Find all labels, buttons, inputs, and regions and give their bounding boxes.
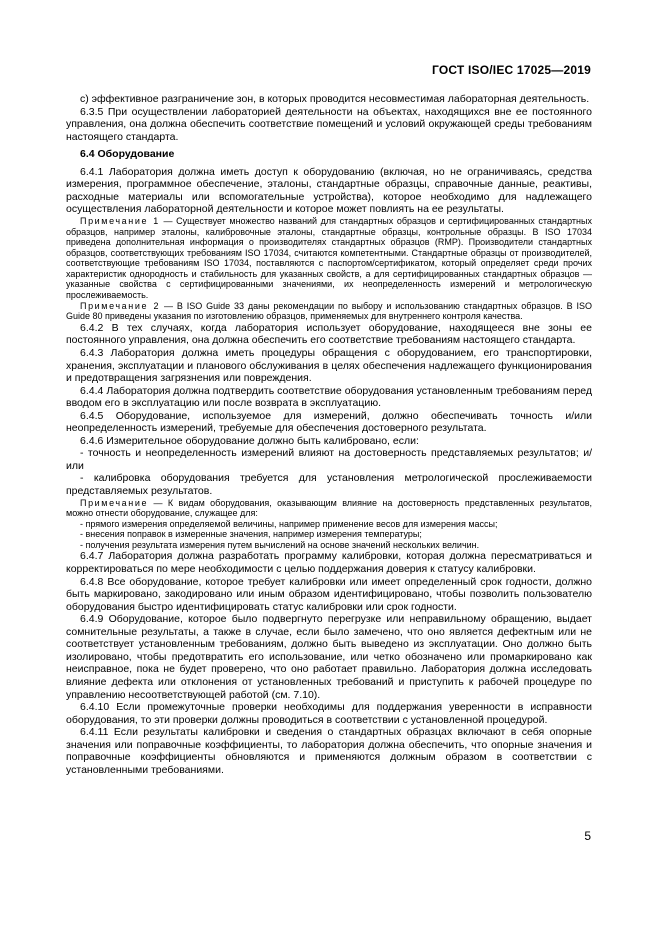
paragraph-c: c) эффективное разграничение зон, в которых проводится несовместимая лабораторная деятельность. [80, 93, 590, 105]
note-3-item: - внесения поправок в измеренные значения, например измерения температуры; [80, 529, 422, 540]
paragraph-6-4-5: 6.4.5 Оборудование, используемое для измерений, должно обеспечивать точность и/или неопределенность измерений, требуемые для обеспечения достоверного результата. [66, 409, 592, 435]
paragraph-6-4-2: 6.4.2 В тех случаях, когда лаборатория использует оборудование, находящееся вне зоны ее постоянного управления, она должна обеспечить его соответствие требованиям настоящего стандарта. [66, 321, 592, 347]
paragraph-6-4-11: 6.4.11 Если результаты калибровки и сведения о стандартных образцах включают в себя опорные значения или поправочные коэффициенты, то лаборатория должна обеспечить, что опорные значения и поправочные коэффициенты обновляются и применяются должным образом в соответствии с установленными требованиями. [66, 726, 592, 776]
paragraph-6-4-6: 6.4.6 Измерительное оборудование должно быть калибровано, если: [80, 434, 419, 447]
paragraph-6-4-6-item-b: - калибровка оборудования требуется для установления метрологической прослеживаемости представляемых результатов. [66, 472, 592, 497]
paragraph-6-4-9: 6.4.9 Оборудование, которое было подвергнуто перегрузке или неправильному обращению, выдает сомнительные результаты, а также в случае, если было замечено, что оно является дефектным или не соответствует установленным требованиям, должно быть выведено из эксплуатации. Оно должно быть изолировано, чтобы предотвратить его использование, или четко обозначено или промаркировано как неисправное, пока не будет проверено, что оно работает правильно. Лаборатория должна исследовать влияние дефекта или отклонения от установленных требований и приступить к рабочей процедуре по управлению несоответствующей работой (см. 7.10). [66, 613, 592, 701]
paragraph-6-4-10: 6.4.10 Если промежуточные проверки необходимы для поддержания уверенности в исправности оборудования, то эти проверки должны проводиться в соответствии с установленной процедурой. [66, 701, 592, 726]
note-3 [66, 498, 592, 519]
paragraph-6-4-6-item-a: - точность и неопределенность измерений влияют на достоверность представляемых результатов; и/или [66, 447, 592, 472]
note-1 [66, 216, 592, 301]
paragraph-6-4-7: 6.4.7 Лаборатория должна разработать программу калибровки, которая должна пересматриваться и корректироваться по мере необходимости с целью поддержания доверия к статусу калибровки. [66, 550, 592, 576]
document-body [66, 93, 592, 776]
paragraph-6-4-3: 6.4.3 Лаборатория должна иметь процедуры обращения с оборудованием, его транспортировки, хранения, эксплуатации и планового обслуживания в целях обеспечения надлежащего функционирования и предотвращения загрязнения или повреждения. [66, 346, 592, 385]
note-3-label: Примечание [80, 497, 149, 508]
paragraph-6-3-5: 6.3.5 При осуществлении лабораторией деятельности на объектах, находящихся вне ее постоянного управления, она должна обеспечить соответствие помещений и условий окружающей среды требованиям настоящего стандарта. [66, 105, 592, 143]
note-2-label: Примечание 2 [80, 300, 161, 311]
document-header: ГОСТ ISO/IEC 17025—2019 [431, 63, 591, 77]
note-1-label: Примечание 1 [80, 215, 160, 226]
note-2 [66, 301, 592, 322]
paragraph-6-4-1: 6.4.1 Лаборатория должна иметь доступ к оборудованию (включая, но не ограничиваясь, средства измерения, программное обеспечение, эталоны, стандартные образцы, справочные данные, реактивы, расходные материалы или вспомогательные устройства), которое необходимо для надлежащего осуществления лабораторной деятельности и которое может повлиять на ее результаты. [66, 165, 592, 216]
paragraph-6-4-4: 6.4.4 Лаборатория должна подтвердить соответствие оборудования установленным требованиям перед вводом его в эксплуатацию или после возврата в эксплуатацию. [66, 384, 592, 410]
note-1-text: — Существует множество названий для стандартных образцов и сертифицированных стандартных образцов, например эталоны, калибровочные эталоны, стандартные образцы, контрольные образцы. В ISO 17034 приведена дополнительная информация о производителях стандартных образцов (RMP). Производители стандартных образцов, соответствующих требованиям ISO 17034, считаются компетентными. Стандартные образцы от производителей, соответствующие требованиям ISO 17034, поставляются с паспортом/сертификатом, который определяет среди прочих характеристик однородность и стабильность для указанных свойств, а для сертифицированных стандартных образцов — указанные свойства с сертифицированными значениями, их неопределенность измерений и метрологическую прослеживаемость. [66, 215, 592, 301]
page-number: 5 [584, 829, 591, 843]
note-2-text: — В ISO Guide 33 даны рекомендации по выбору и использованию стандартных образцов. В ISO Guide 80 приведены указания по изготовлению образцов, применяемых для внутреннего контроля качества. [66, 300, 592, 322]
paragraph-6-4-8: 6.4.8 Все оборудование, которое требует калибровки или имеет определенный срок годности, должно быть маркировано, закодировано или иным образом идентифицировано, чтобы позволить пользователю оборудования быстро идентифицировать статус калибровки или срок годности. [66, 575, 592, 613]
note-3-item: - прямого измерения определяемой величины, например применение весов для измерения массы; [80, 518, 498, 529]
section-heading-6-4: 6.4 Оборудование [80, 148, 175, 161]
note-3-item: - получения результата измерения путем вычислений на основе значений нескольких величин. [80, 539, 480, 550]
note-3-text: — К видам оборудования, оказывающим влияние на достоверность представленных результатов, можно отнести оборудование, служащее для: [66, 497, 592, 519]
